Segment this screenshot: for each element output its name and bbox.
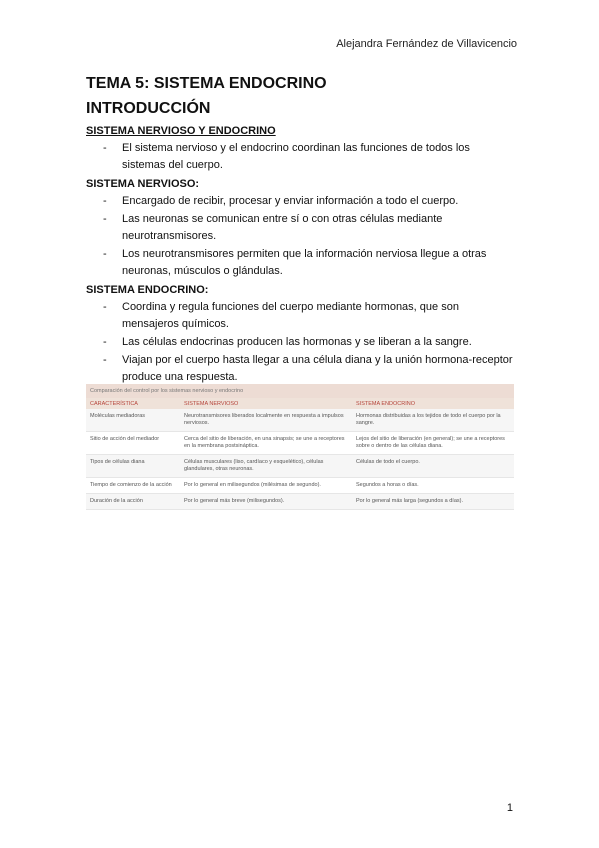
table-cell: Cerca del sitio de liberación, en una sinapsis; se une a receptores en la membrana postsináptica.	[180, 432, 352, 455]
list-item: - El sistema nervioso y el endocrino coordinan las funciones de todos los sistemas del cuerpo.	[103, 142, 470, 171]
table-cell: Tiempo de comienzo de la acción	[86, 478, 180, 494]
list-item: - Los neurotransmisores permiten que la información nerviosa llegue a otras neuronas, músculos o glándulas.	[103, 248, 487, 277]
table-cell: Lejos del sitio de liberación (en general); se une a receptores sobre o dentro de las células diana.	[352, 432, 514, 455]
dash-marker: -	[103, 142, 107, 154]
table-row	[86, 478, 514, 494]
bullet-list	[86, 193, 514, 280]
list-item: - Coordina y regula funciones del cuerpo mediante hormonas, que son mensajeros químicos.	[103, 301, 459, 330]
document-title: TEMA 5: SISTEMA ENDOCRINO	[86, 75, 327, 92]
table-cell: Células musculares (liso, cardíaco y esquelético), células glandulares, otras neuronas.	[180, 455, 352, 478]
table-cell: Segundos a horas o días.	[352, 478, 514, 494]
list-item: - Las células endocrinas producen las hormonas y se liberan a la sangre.	[86, 334, 514, 351]
table-row	[86, 494, 514, 510]
list-item: - Encargado de recibir, procesar y enviar información a todo el cuerpo.	[86, 193, 514, 210]
table-row	[86, 409, 514, 432]
author-name: Alejandra Fernández de Villavicencio	[336, 38, 517, 50]
list-item: - Las neuronas se comunican entre sí o con otras células mediante neurotransmisores.	[103, 213, 443, 242]
comparison-table	[86, 384, 514, 510]
page-number: 1	[506, 802, 513, 814]
table-cell: Por lo general más breve (milisegundos).	[180, 494, 352, 510]
section-heading-endocrino: SISTEMA ENDOCRINO:	[86, 284, 209, 296]
dash-marker: -	[103, 195, 107, 207]
table-row	[86, 432, 514, 455]
dash-marker: -	[103, 301, 107, 313]
table-header-cell: SISTEMA ENDOCRINO	[352, 398, 514, 409]
section-heading-nervioso-endocrino: SISTEMA NERVIOSO Y ENDOCRINO	[86, 125, 276, 137]
table-cell: Sitio de acción del mediador	[86, 432, 180, 455]
table	[86, 398, 514, 510]
document-body	[86, 73, 514, 387]
table-row	[86, 455, 514, 478]
dash-marker: -	[103, 248, 107, 260]
table-cell: Duración de la acción	[86, 494, 180, 510]
table-cell: Moléculas mediadoras	[86, 409, 180, 432]
bullet-list	[86, 140, 514, 174]
dash-marker: -	[103, 336, 107, 348]
table-cell: Tipos de células diana	[86, 455, 180, 478]
intro-heading: INTRODUCCIÓN	[86, 100, 211, 117]
bullet-list	[86, 299, 514, 386]
table-header-row	[86, 398, 514, 409]
section-heading-nervioso: SISTEMA NERVIOSO:	[86, 178, 200, 190]
table-header-cell: SISTEMA NERVIOSO	[180, 398, 352, 409]
table-cell: Por lo general más larga (segundos a días).	[352, 494, 514, 510]
dash-marker: -	[103, 213, 107, 225]
table-cell: Neurotransmisores liberados localmente en respuesta a impulsos nerviosos.	[180, 409, 352, 432]
list-item: - Viajan por el cuerpo hasta llegar a una célula diana y la unión hormona-receptor produce una respuesta.	[103, 354, 513, 383]
table-cell: Células de todo el cuerpo.	[352, 455, 514, 478]
table-cell: Hormonas distribuidas a los tejidos de todo el cuerpo por la sangre.	[352, 409, 514, 432]
table-header-cell: CARACTERÍSTICA	[86, 398, 180, 409]
table-cell: Por lo general en milisegundos (milésimas de segundo).	[180, 478, 352, 494]
dash-marker: -	[103, 354, 107, 366]
table-caption: Comparación del control por los sistemas nervioso y endocrino	[86, 384, 514, 398]
